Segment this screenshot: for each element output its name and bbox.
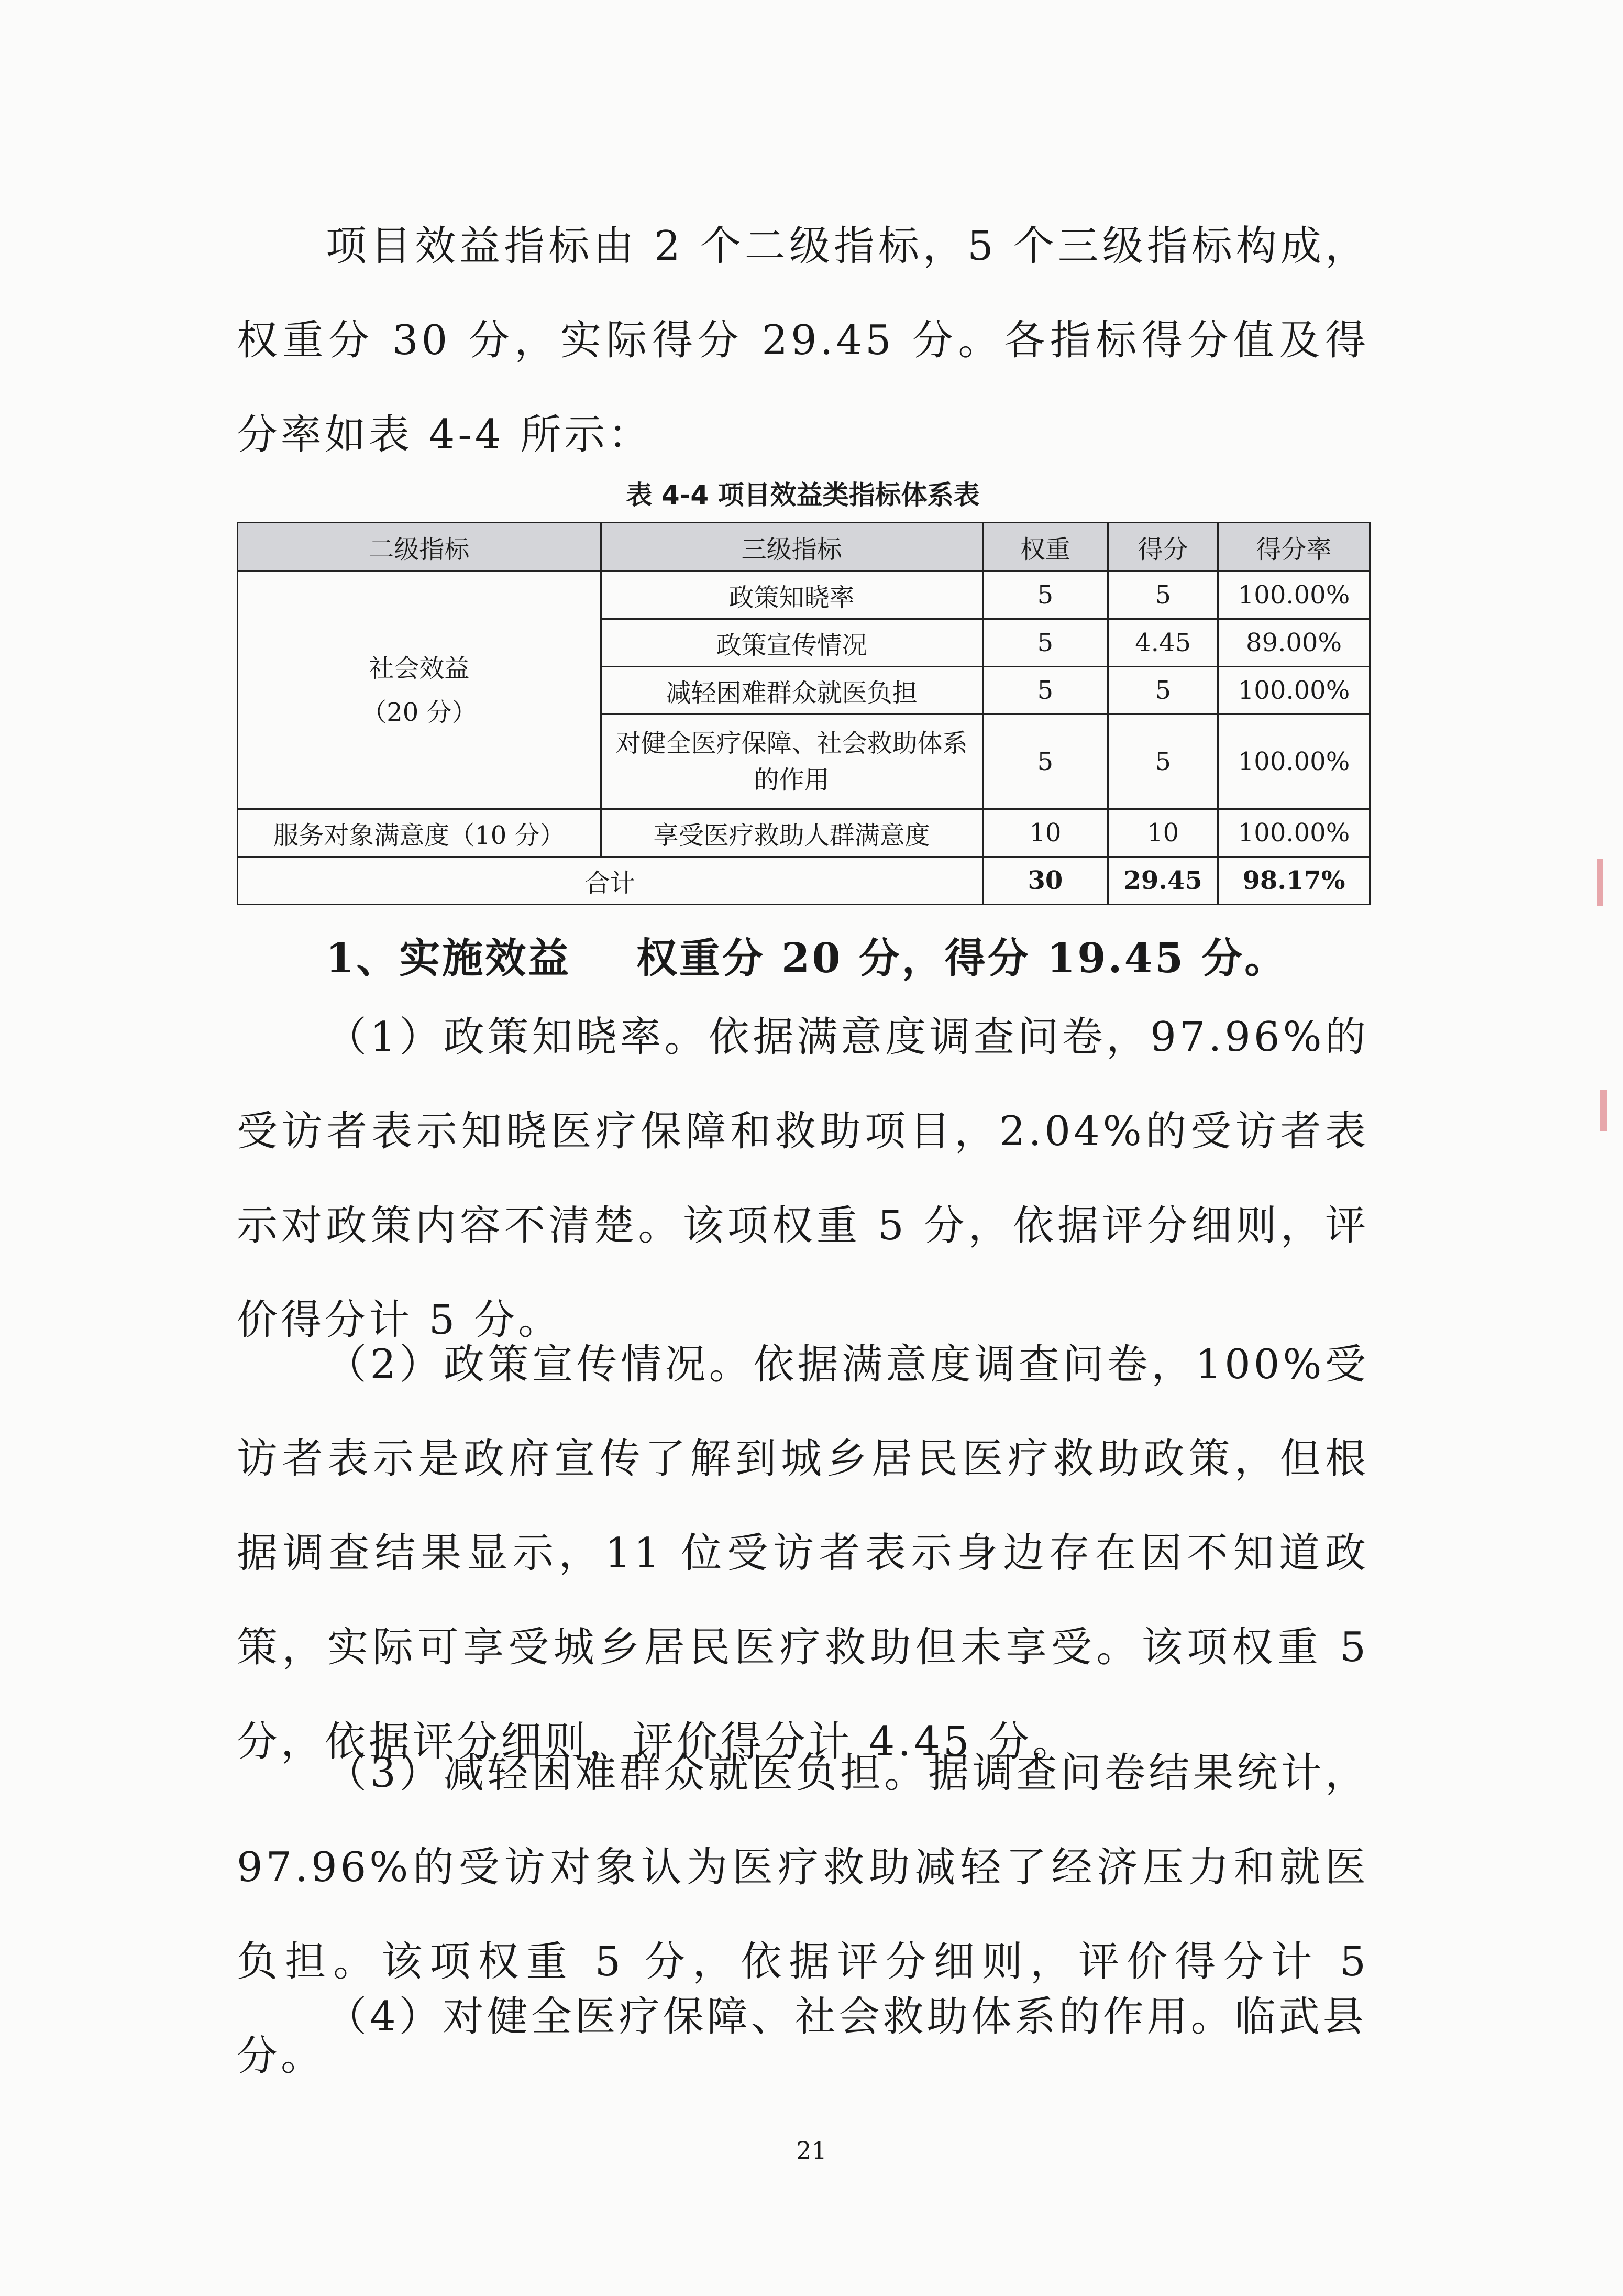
cell-weight: 5: [982, 667, 1108, 715]
paragraph-reduce-burden: （3）减轻困难群众就医负担。据调查问卷结果统计，97.96%的受访对象认为医疗救助减轻了经济压力和就医负担。该项权重 5 分，依据评分细则，评价得分计 5 分。: [237, 1750, 1369, 2080]
cell-score: 5: [1108, 715, 1218, 809]
cell-rate: 89.00%: [1218, 619, 1370, 667]
total-score: 29.45: [1108, 857, 1218, 905]
cell-score: 5: [1108, 667, 1218, 715]
table-row: [238, 809, 1370, 857]
paragraph-policy-publicity: （2）政策宣传情况。依据满意度调查问卷，100%受访者表示是政府宣传了解到城乡居民医疗救助政策，但根据调查结果显示，11 位受访者表示身边存在因不知道政策，实际可享受城乡居民医疗救助但未享受。该项权重 5 分，依据评分细则，评价得分计 4.45 分。: [237, 1341, 1369, 1765]
section-heading: 1、实施效益 权重分 20 分，得分 19.45 分。: [326, 935, 1288, 982]
cell-weight: 5: [982, 715, 1108, 809]
cell-weight: 5: [982, 619, 1108, 667]
header-weight: 权重: [982, 523, 1108, 572]
metrics-table: [237, 522, 1371, 905]
paragraph-system-role: （4）对健全医疗保障、社会救助体系的作用。临武县: [326, 1993, 1367, 2040]
stamp-bleed-mark: [1597, 859, 1603, 906]
header-level2: 二级指标: [238, 523, 601, 572]
cell-rate: 100.00%: [1218, 809, 1370, 857]
table-total-row: [238, 857, 1370, 905]
total-label: 合计: [238, 857, 983, 905]
header-level3: 三级指标: [601, 523, 982, 572]
cell-score: 10: [1108, 809, 1218, 857]
table-row: [238, 572, 1370, 619]
cell-indicator: 享受医疗救助人群满意度: [601, 809, 982, 857]
paragraph-policy-awareness: （1）政策知晓率。依据满意度调查问卷，97.96%的受访者表示知晓医疗保障和救助项目，2.04%的受访者表示对政策内容不清楚。该项权重 5 分，依据评分细则，评价得分计 5 分。: [237, 1014, 1369, 1344]
cell-weight: 5: [982, 572, 1108, 619]
cell-indicator: 政策宣传情况: [601, 619, 982, 667]
cell-weight: 10: [982, 809, 1108, 857]
intro-paragraph: 项目效益指标由 2 个二级指标，5 个三级指标构成，权重分 30 分，实际得分 29.45 分。各指标得分值及得分率如表 4-4 所示：: [237, 223, 1369, 458]
cell-rate: 100.00%: [1218, 667, 1370, 715]
stamp-bleed-mark: [1600, 1090, 1607, 1131]
header-score: 得分: [1108, 523, 1218, 572]
total-weight: 30: [982, 857, 1108, 905]
group-satisfaction: 服务对象满意度（10 分）: [238, 809, 601, 857]
total-rate: 98.17%: [1218, 857, 1370, 905]
cell-indicator: 政策知晓率: [601, 572, 982, 619]
cell-indicator: 对健全医疗保障、社会救助体系的作用: [601, 715, 982, 809]
cell-score: 4.45: [1108, 619, 1218, 667]
cell-rate: 100.00%: [1218, 572, 1370, 619]
cell-indicator: 减轻困难群众就医负担: [601, 667, 982, 715]
cell-score: 5: [1108, 572, 1218, 619]
group-social-benefit: 社会效益 （20 分）: [238, 572, 601, 809]
table-header-row: [238, 523, 1370, 572]
cell-rate: 100.00%: [1218, 715, 1370, 809]
page-number: 21: [796, 2136, 827, 2165]
header-rate: 得分率: [1218, 523, 1370, 572]
table-caption: 表 4-4 项目效益类指标体系表: [626, 480, 980, 510]
